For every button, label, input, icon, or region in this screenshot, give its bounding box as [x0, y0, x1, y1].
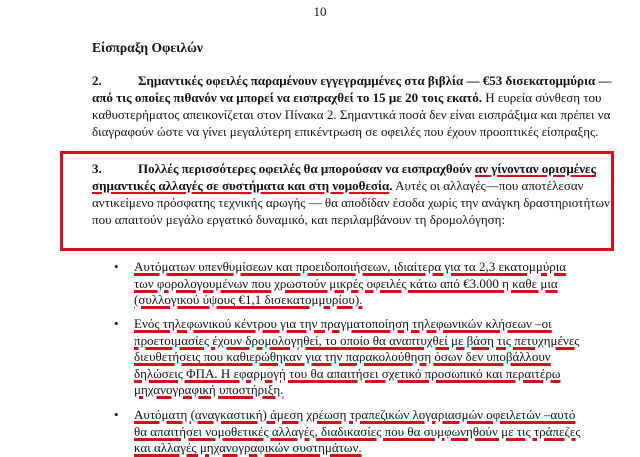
bullet-text: Ενός τηλεφωνικού κέντρου για την πραγματοποίηση τηλεφωνικών κλήσεων –οι προετοιμασίες έχουν δρομολογηθεί, το οποίο θα αναπτυχθεί με βάση τις πετυχημένες διευθετήσεις που καθιερώθηκαν για την παρακολούθηση όσων δεν υποβάλλουν δηλώσεις ΦΠΑ. Η εφαρμογή του θα απαιτήσει σχετικό προσωπικό και περαιτέρω μηχανογραφική υποστήριξη.	[134, 316, 580, 397]
list-item	[112, 316, 582, 399]
bullet-text: Αυτόματων υπενθυμίσεων και προειδοποιήσεων, ιδιαίτερα για τα 2,3 εκατομμύρια των φορολογουμένων που χρωστούν μικρές οφειλές κάτω από €3.000 η καθε μια (συλλογικού ύψους €1,1 δισεκατομμυρίου).	[134, 259, 567, 307]
paragraph-3-underlined: αν γίνονταν ορισμένες σημαντικές αλλαγές σε συστήματα και στη νομοθεσία	[92, 161, 597, 193]
paragraph-3-number: 3.	[92, 161, 102, 176]
paragraph-3-bold: Πολλές περισσότερες οφειλές θα μπορούσαν να εισπραχθούν	[138, 161, 475, 176]
paragraph-2-bold: Σημαντικές οφειλές παραμένουν εγγεγραμμένες στα βιβλία — €53 δισεκατομμύρια —από τις οποίες πιθανόν να μπορεί να εισπραχθεί το 15 με 20 τοις εκατό.	[92, 73, 612, 105]
bullet-text: Αυτόματη (αναγκαστική) άμεση χρέωση τραπεζικών λογαριασμών οφειλετών –αυτό θα απαιτήσει νομοθετικές αλλαγές, διαδικασίες που θα συμφωνηθούν με τις τράπεζες και αλλαγές μηχανογραφικών συστημάτων.	[134, 407, 581, 455]
bullet-dot: •	[114, 407, 119, 422]
paragraph-3	[92, 160, 612, 228]
paragraph-3-text: Αυτές οι αλλαγές—που αποτέλεσαν αντικείμενο πρόσφατης τεχνικής αρωγής — θα αποδίδαν έσοδα χωρίς την ανάγκη δραστηριοτήτων που απαιτούν μεγάλο εργατικό δυναμικό, και περιλαμβάνουν τη δρομολόγηση:	[92, 178, 610, 227]
paragraph-3-bold-end: .	[389, 178, 393, 193]
paragraph-2-number: 2.	[92, 73, 102, 88]
bullet-dot: •	[114, 259, 119, 274]
list-item	[112, 407, 582, 457]
section-heading: Είσπραξη Οφειλών	[92, 40, 203, 55]
bullet-dot: •	[114, 316, 119, 331]
paragraph-2-text: Η ευρεία σύνθεση του καθυστερήματος απεικονίζεται στον Πίνακα 2. Σημαντικά ποσά δεν είναι εισπράξιμα και πρέπει να διαγραφούν ώστε να γίνει μεγαλύτερη επικέντρωση σε οφειλές που έχουν προοπτικές είσπραξης.	[92, 90, 611, 139]
page-number: 10	[313, 4, 327, 19]
list-item	[112, 259, 582, 309]
paragraph-2	[92, 72, 612, 140]
